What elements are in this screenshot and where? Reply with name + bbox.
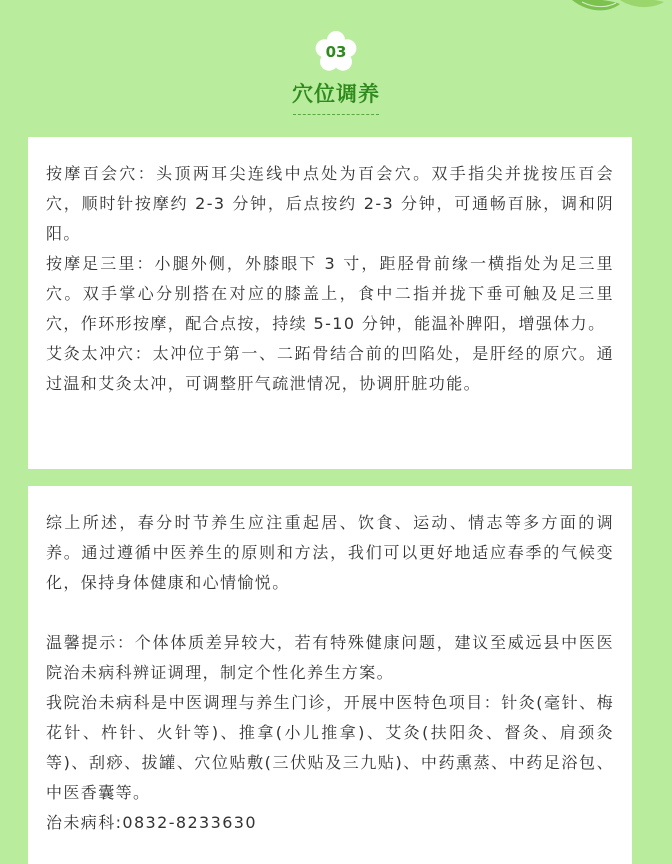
paragraph-conclusion: 综上所述，春分时节养生应注重起居、饮食、运动、情志等多方面的调养。通过遵循中医养生的原则和方法，我们可以更好地适应春季的气候变化，保持身体健康和心情愉悦。 — [46, 513, 614, 592]
acupoint-card — [28, 137, 632, 469]
title-divider — [293, 114, 379, 115]
paragraph-taichong: 艾灸太冲穴：太冲位于第一、二跖骨结合前的凹陷处，是肝经的原穴。通过温和艾灸太冲，可调整肝气疏泄情况，协调肝脏功能。 — [46, 344, 614, 393]
paragraph-department: 我院治未病科是中医调理与养生门诊，开展中医特色项目：针灸(毫针、梅花针、杵针、火针等)、推拿(小儿推拿)、艾灸(扶阳灸、督灸、肩颈灸等)、刮痧、拔罐、穴位贴敷(三伏贴及三九贴)、中药熏蒸、中药足浴包、中医香囊等。 — [46, 693, 614, 802]
contact-phone: 治未病科:0832-8233630 — [46, 813, 257, 832]
paragraph-spacer — [46, 598, 614, 628]
summary-card — [28, 486, 632, 864]
paragraph-tip: 温馨提示：个体体质差异较大，若有特殊健康问题，建议至威远县中医医院治未病科辨证调理，制定个性化养生方案。 — [46, 633, 614, 682]
leaf-decoration-icon — [562, 0, 672, 22]
paragraph-zusanli: 按摩足三里：小腿外侧，外膝眼下 3 寸，距胫骨前缘一横指处为足三里穴。双手掌心分别搭在对应的膝盖上，食中二指并拢下垂可触及足三里穴，作环形按摩，配合点按，持续 5-10 分钟，能温补脾阳，增强体力。 — [46, 254, 614, 333]
section-number-badge — [314, 30, 358, 74]
section-title: 穴位调养 — [292, 82, 380, 106]
paragraph-baihui: 按摩百会穴：头顶两耳尖连线中点处为百会穴。双手指尖并拢按压百会穴，顺时针按摩约 2-3 分钟，后点按约 2-3 分钟，可通畅百脉，调和阴阳。 — [46, 164, 614, 243]
section-number: 03 — [325, 43, 347, 61]
section-header — [0, 30, 672, 115]
